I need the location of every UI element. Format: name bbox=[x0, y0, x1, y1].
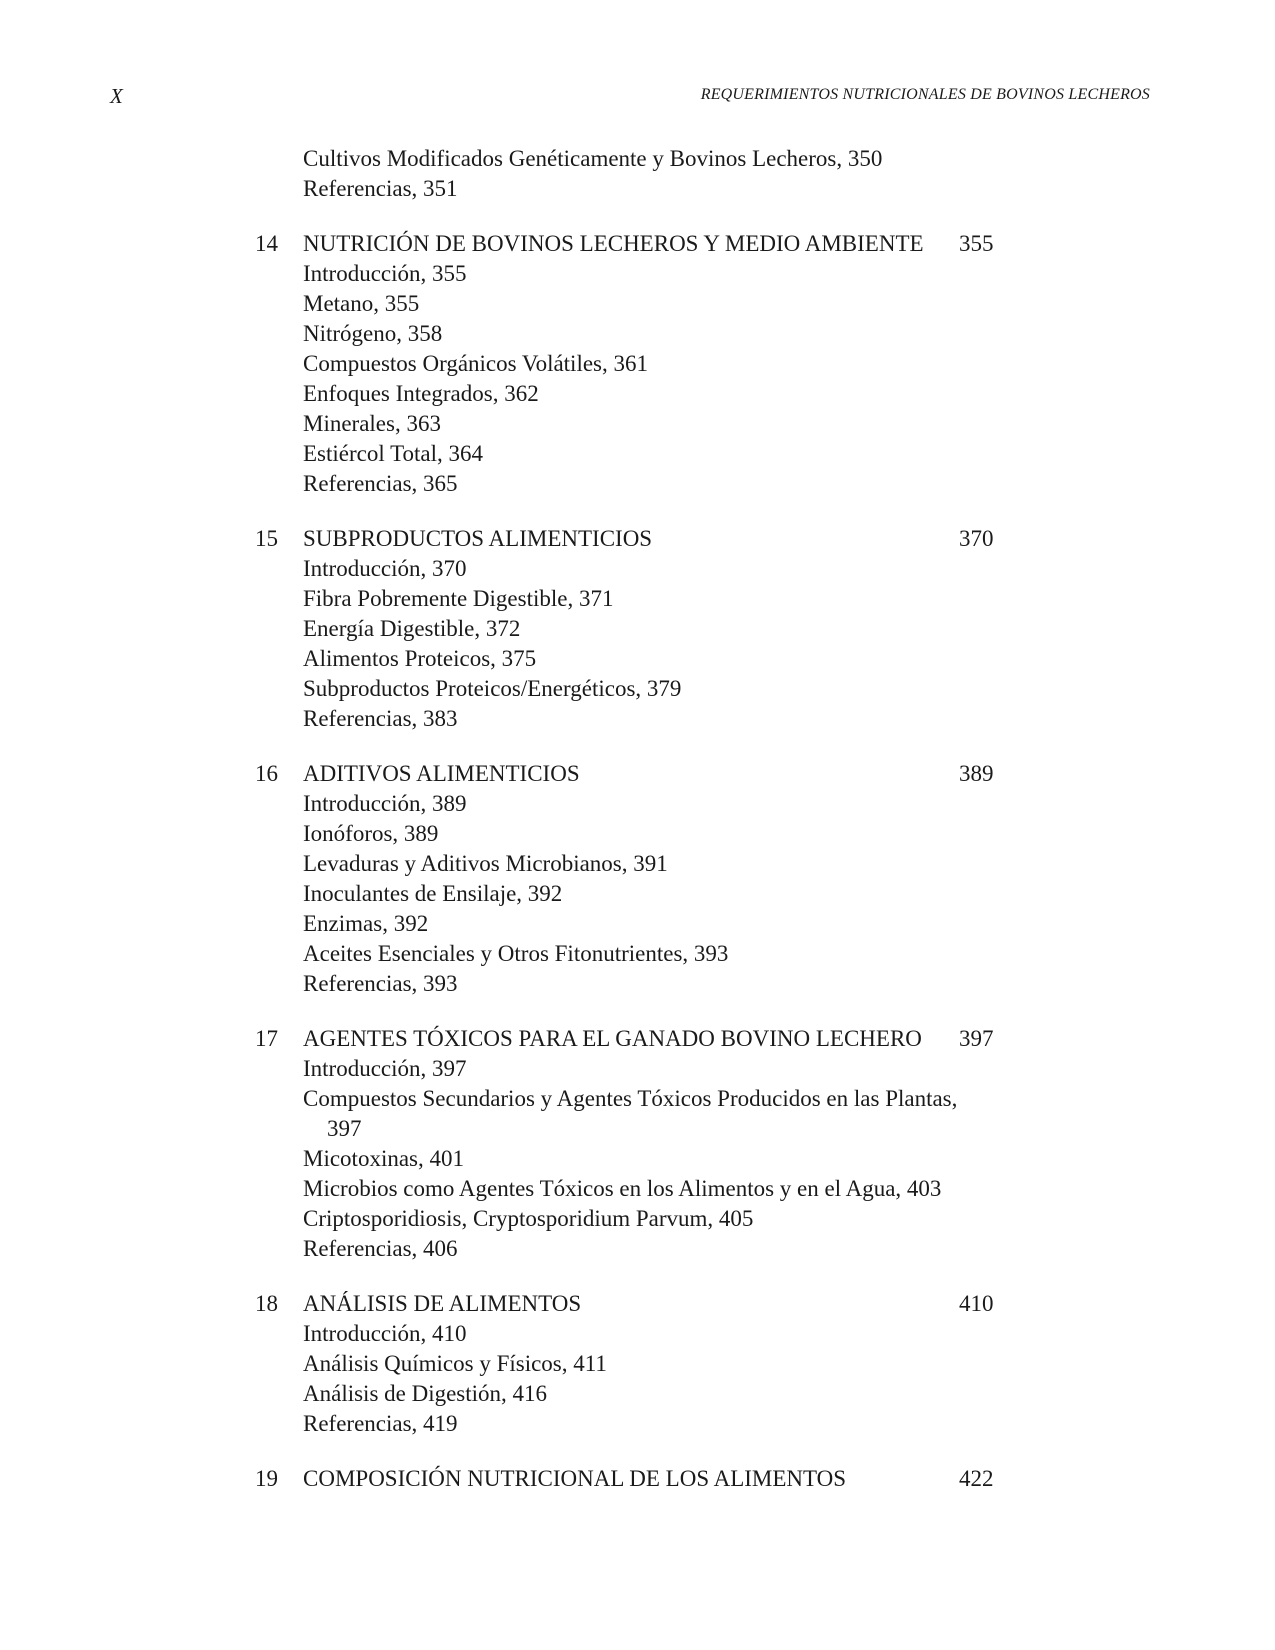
chapter-title: ADITIVOS ALIMENTICIOS bbox=[303, 761, 580, 786]
chapter-title: NUTRICIÓN DE BOVINOS LECHEROS Y MEDIO AMBIENTE bbox=[303, 231, 924, 256]
toc-entry[interactable]: Introducción, 410 bbox=[303, 1321, 467, 1346]
chapter-heading[interactable] bbox=[255, 524, 1015, 554]
toc-entry[interactable]: Referencias, 419 bbox=[303, 1411, 458, 1436]
table-of-contents bbox=[255, 144, 1015, 1494]
chapter-title: ANÁLISIS DE ALIMENTOS bbox=[303, 1291, 582, 1316]
toc-entry[interactable]: Introducción, 397 bbox=[303, 1056, 467, 1081]
toc-entry[interactable]: Estiércol Total, 364 bbox=[303, 441, 484, 466]
toc-entry[interactable]: Análisis Químicos y Físicos, 411 bbox=[303, 1351, 607, 1376]
toc-entry[interactable]: Compuestos Secundarios y Agentes Tóxicos Producidos en las Plantas, bbox=[303, 1086, 958, 1111]
toc-entry[interactable]: Enfoques Integrados, 362 bbox=[303, 381, 539, 406]
chapter-number: 14 bbox=[255, 231, 278, 256]
toc-entry[interactable]: Minerales, 363 bbox=[303, 411, 441, 436]
chapter-page: 389 bbox=[959, 761, 994, 786]
running-head: REQUERIMIENTOS NUTRICIONALES DE BOVINOS LECHEROS bbox=[700, 86, 1150, 103]
toc-entry[interactable]: Introducción, 355 bbox=[303, 261, 467, 286]
chapter-heading[interactable] bbox=[255, 759, 1015, 789]
chapter-title: COMPOSICIÓN NUTRICIONAL DE LOS ALIMENTOS bbox=[303, 1466, 847, 1491]
toc-entry[interactable]: Introducción, 389 bbox=[303, 791, 467, 816]
chapter-page: 410 bbox=[959, 1291, 994, 1316]
chapter-number: 18 bbox=[255, 1291, 278, 1316]
toc-entry[interactable]: Metano, 355 bbox=[303, 291, 420, 316]
toc-entry[interactable]: Introducción, 370 bbox=[303, 556, 467, 581]
chapter-heading[interactable] bbox=[255, 1464, 1015, 1494]
chapter-title: SUBPRODUCTOS ALIMENTICIOS bbox=[303, 526, 653, 551]
chapter-heading[interactable] bbox=[255, 1289, 1015, 1319]
toc-entry[interactable]: Energía Digestible, 372 bbox=[303, 616, 521, 641]
toc-entry[interactable]: Enzimas, 392 bbox=[303, 911, 429, 936]
chapter-heading[interactable] bbox=[255, 1024, 1015, 1054]
toc-entry[interactable]: Referencias, 406 bbox=[303, 1236, 458, 1261]
toc-entry-continuation[interactable]: 397 bbox=[327, 1116, 362, 1141]
chapter-number: 17 bbox=[255, 1026, 278, 1051]
toc-entry[interactable]: Aceites Esenciales y Otros Fitonutrientes, 393 bbox=[303, 941, 729, 966]
chapter-page: 397 bbox=[959, 1026, 994, 1051]
chapter-title: AGENTES TÓXICOS PARA EL GANADO BOVINO LECHERO bbox=[303, 1026, 922, 1051]
toc-entry[interactable]: Criptosporidiosis, Cryptosporidium Parvum, 405 bbox=[303, 1206, 754, 1231]
page-number: X bbox=[110, 84, 123, 108]
toc-entry[interactable]: Levaduras y Aditivos Microbianos, 391 bbox=[303, 851, 668, 876]
chapter-page: 422 bbox=[959, 1466, 994, 1491]
toc-entry[interactable]: Alimentos Proteicos, 375 bbox=[303, 646, 537, 671]
chapter-number: 15 bbox=[255, 526, 278, 551]
toc-entry[interactable]: Ionóforos, 389 bbox=[303, 821, 439, 846]
toc-entry[interactable]: Compuestos Orgánicos Volátiles, 361 bbox=[303, 351, 648, 376]
chapter-heading[interactable] bbox=[255, 229, 1015, 259]
toc-entry[interactable]: Inoculantes de Ensilaje, 392 bbox=[303, 881, 563, 906]
toc-entry[interactable]: Referencias, 351 bbox=[303, 176, 458, 201]
toc-entry[interactable]: Subproductos Proteicos/Energéticos, 379 bbox=[303, 676, 682, 701]
toc-entry[interactable]: Referencias, 393 bbox=[303, 971, 458, 996]
chapter-number: 16 bbox=[255, 761, 278, 786]
toc-entry[interactable]: Microbios como Agentes Tóxicos en los Alimentos y en el Agua, 403 bbox=[303, 1176, 942, 1201]
toc-entry[interactable]: Fibra Pobremente Digestible, 371 bbox=[303, 586, 614, 611]
toc-entry[interactable]: Referencias, 383 bbox=[303, 706, 458, 731]
chapter-page: 355 bbox=[959, 231, 994, 256]
toc-entry[interactable]: Análisis de Digestión, 416 bbox=[303, 1381, 548, 1406]
toc-entry[interactable]: Micotoxinas, 401 bbox=[303, 1146, 464, 1171]
toc-entry[interactable]: Nitrógeno, 358 bbox=[303, 321, 443, 346]
toc-entry[interactable]: Referencias, 365 bbox=[303, 471, 458, 496]
chapter-page: 370 bbox=[959, 526, 994, 551]
chapter-number: 19 bbox=[255, 1466, 278, 1491]
toc-entry[interactable]: Cultivos Modificados Genéticamente y Bovinos Lecheros, 350 bbox=[303, 146, 883, 171]
